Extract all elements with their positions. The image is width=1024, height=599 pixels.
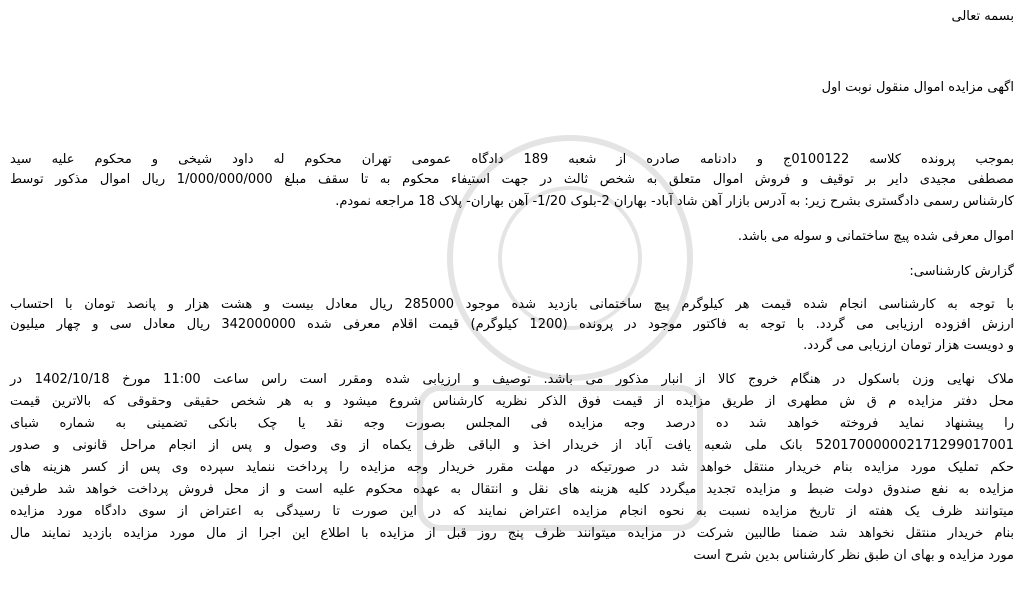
- paragraph3-line6: مزایده به نفع صندوق دولت ضبط و مزایده تجدید میگردد کلیه هزینه های نقل و انتقال به عهده محکوم علیه است و از محل فروش پرداخت خواهد شد طرفین: [10, 482, 1014, 497]
- paragraph2-line2: ارزش افزوده ارزیابی می گردد. با توجه به فاکتور موجود در پرونده (1200 کیلوگرم) قیمت اقلام معرفی شده 342000000 ریال معادل سی و چهار میلیون: [10, 317, 1014, 332]
- paragraph1-line2: مصطفی مجیدی دایر بر توقیف و فروش اموال متعلق به شخص ثالث در جهت استیفاء محکوم به تا سقف مبلغ 1/000/000/000 ریال اموال مذکور توسط: [10, 172, 1015, 187]
- intro-line: اموال معرفی شده پیچ ساختمانی و سوله می باشد.: [737, 229, 1014, 244]
- document-header: بسمه تعالی: [951, 9, 1014, 24]
- paragraph3-line2: محل دفتر مزایده م ق ش مطهری از طریق مزایده از قیمت فوق الذکر نظریه کارشناس شروع میشود و به هر شخص حقیقی وحقوقی که بالاترین قیمت: [10, 394, 1014, 409]
- paragraph1-line3: کارشناس رسمی دادگستری بشرح زیر: به آدرس بازار آهن شاد آباد- بهاران 2-بلوک 1/20- آهن بهاران- پلاک 18 مراجعه نمودم.: [335, 194, 1014, 209]
- paragraph3-line3: را پیشنهاد نماید فروخته خواهد شد ده درصد وجه مزایده فی المجلس بصورت وجه نقد یا چک بانکی تضمینی به شماره شبای: [10, 416, 1014, 431]
- paragraph3-line1: ملاک نهایی وزن باسکول در هنگام خروج کالا از انبار مذکور می باشد. توصیف و ارزیابی شده ومقرر است راس ساعت 11:00 مورخ 1402/10/18 در: [10, 372, 1014, 387]
- paragraph2-line1: با توجه به کارشناسی انجام شده قیمت هر کیلوگرم پیچ ساختمانی بازدید شده موجود 285000 ریال معادل بیست و هشت هزار و پانصد تومان با احتساب: [10, 297, 1014, 312]
- paragraph1-line1: بموجب پرونده کلاسه 0100122ج و دادنامه صادره از شعبه 189 دادگاه عمومی تهران محکوم له داود شیخی و محکوم علیه سید: [10, 152, 1014, 167]
- document-title: اگهی مزایده اموال منقول نوبت اول: [821, 80, 1014, 95]
- paragraph3-line8: بنام خریدار منتقل نخواهد شد ضمنا طالبین شرکت در مزایده میتوانند ظرف پنج روز قبل از مزایده با اطلاع این اجرا از مال مورد مزایده بازدید نمایند مال: [10, 526, 1014, 541]
- expert-heading: گزارش کارشناسی:: [909, 264, 1014, 279]
- paragraph3-line9: مورد مزایده و بهای ان طبق نظر کارشناس بدین شرح است: [693, 548, 1014, 563]
- paragraph3-line4: 520170000002171299017001 بانک ملی شعبه یافت آباد از خریدار اخذ و الباقی ظرف یکماه از وی وصول و پس از انجام مراحل قانونی و صدور: [10, 438, 1014, 453]
- paragraph2-line3: و دویست هزار تومان ارزیابی می گردد.: [803, 338, 1014, 353]
- paragraph3-line7: میتوانند ظرف یک هفته از تاریخ مزایده نسبت به نحوه انجام مزایده اعتراض نمایند که در این صورت تا رسیدگی به اعتراض از سوی دادگاه مورد مزایده: [10, 504, 1014, 519]
- paragraph3-line5: حکم تملیک مورد مزایده بنام خریدار منتقل خواهد شد در صورتیکه در مهلت مقرر خریدار وجه مزایده را پرداخت ننماید سپرده وی پس از کسر هزینه های: [10, 460, 1014, 475]
